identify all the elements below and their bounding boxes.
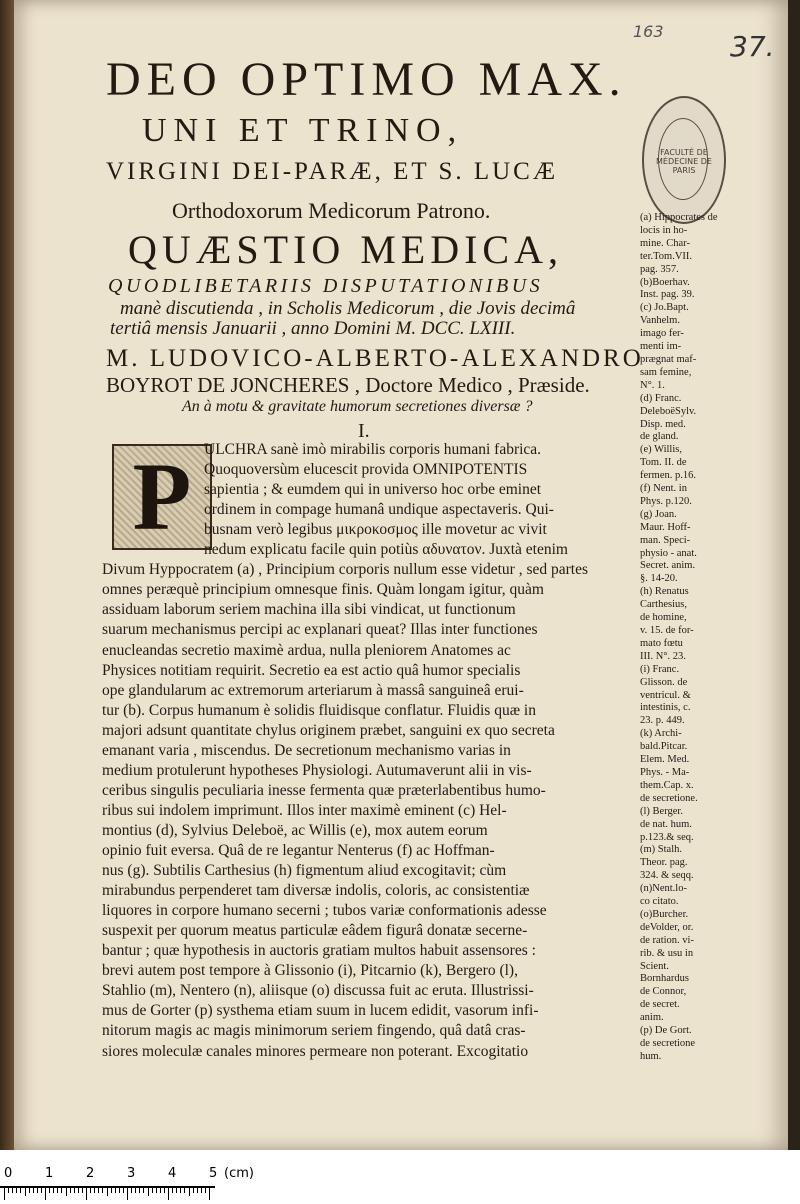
marginal-note-line: 23. p. 449. [640, 715, 685, 727]
body-line: omnes peræquè principium omnesque finis. Quàm longam igitur, quàm [102, 581, 544, 599]
marginal-note-line: de secretione [640, 1038, 696, 1049]
ruler-tick [168, 1188, 169, 1200]
marginal-note-line: §. 14-20. [640, 573, 678, 585]
marginal-note-line: rib. & usu in [640, 947, 694, 959]
title-line-3: VIRGINI DEI-PARÆ, ET S. LUCÆ [106, 158, 559, 185]
marginal-note-line: ventricul. & [640, 689, 691, 701]
ruler-tick [205, 1188, 206, 1193]
marginal-note-line: (a) Hippocrates de [640, 212, 718, 223]
ruler-tick [131, 1188, 132, 1193]
ruler-tick [70, 1188, 71, 1193]
marginal-note-line: imago fer- [640, 328, 684, 340]
body-line: ceribus singulis peculiaria inesse fermenta quæ præterlabentibus humo- [102, 781, 546, 799]
body-line: ribus sui indolem imprimunt. Illos inter maximè eminent (c) Hel- [102, 801, 507, 819]
marginal-note-line: (b)Boerhav. [640, 276, 690, 288]
body-line: suarum mechanismus percipi ac explanari queat? Illas inter functiones [102, 621, 538, 639]
decorated-initial [112, 444, 212, 550]
ruler-tick [90, 1188, 91, 1193]
ruler-tick [74, 1188, 75, 1193]
ruler-tick [82, 1188, 83, 1193]
ruler-tick [164, 1188, 165, 1193]
praeses-name: M. LUDOVICO-ALBERTO-ALEXANDRO [106, 345, 644, 372]
title-line-7: manè discutienda , in Scholis Medicorum , die Jovis decimâ [120, 298, 576, 319]
ruler-label: 4 [168, 1166, 177, 1181]
ruler-tick [115, 1188, 116, 1193]
marginal-note-line: (o)Burcher. [640, 908, 689, 920]
marginal-note-line: Inst. pag. 39. [640, 289, 695, 301]
marginal-note-line: prægnat maf- [640, 353, 697, 365]
marginal-note-line: locis in ho- [640, 224, 688, 236]
ruler-tick [8, 1188, 9, 1193]
ruler-tick [16, 1188, 17, 1193]
quaestio-heading: QUÆSTIO MEDICA, [128, 227, 563, 272]
body-line: majori adsunt quantitate chylus originem præbet, sanguini ex quo secreta [102, 721, 555, 739]
praeses-title: BOYROT DE JONCHERES , Doctore Medico , Præside. [106, 373, 590, 397]
body-line: busnam verò legibus μικροκοσμος ille movetur ac vivit [204, 521, 547, 539]
body-line: Stahlio (m), Nentero (n), aliisque (o) discussa fuit ac eruta. Illustrissi- [102, 982, 534, 1000]
ruler-tick [148, 1188, 149, 1196]
body-line: opinio fuit eversa. Quâ de re legantur Nenterus (f) ac Hoffman- [102, 842, 495, 859]
ruler-tick [53, 1188, 54, 1193]
ruler-tick [107, 1188, 108, 1196]
section-number: I. [358, 420, 370, 442]
ruler-tick [111, 1188, 112, 1193]
body-line: emanant varia , miscendus. De secretionum mechanismo varias in [102, 741, 511, 759]
body-line: assiduam laborum seriem machina illa sibi vindicat, ut functionum [102, 601, 516, 619]
marginal-note-line: (p) De Gort. [640, 1025, 692, 1037]
ruler-tick [94, 1188, 95, 1193]
body-line: nedum explicatu facile quin potiùs αδυνατον. Juxtà etenim [204, 541, 568, 559]
marginal-note-line: p.123.& seq. [640, 831, 694, 843]
scale-ruler [0, 1150, 800, 1204]
marginal-note-line: intestinis, c. [640, 702, 691, 714]
ruler-tick [160, 1188, 161, 1193]
marginal-note-line: Scient. [640, 960, 669, 972]
marginal-note-line: deVolder, or. [640, 921, 694, 933]
marginal-note-line: (k) Archi- [640, 728, 682, 740]
ruler-tick [41, 1188, 42, 1193]
marginal-note-line: Carthesius, [640, 599, 687, 611]
body-line: Physices notitiam requirit. Secretio ea est actio quâ humor specialis [102, 661, 521, 679]
marginal-note-line: de Connor, [640, 986, 687, 998]
page-edge [788, 0, 800, 1150]
marginal-note-line: fermen. p.16. [640, 470, 696, 482]
ruler-tick [180, 1188, 181, 1193]
ruler-tick [86, 1188, 87, 1200]
ruler-tick [172, 1188, 173, 1193]
body-line: Divum Hyppocratem (a) , Principium corporis nullum esse videtur , sed partes [102, 561, 588, 579]
ruler-tick [4, 1188, 5, 1200]
marginal-note-line: them.Cap. x. [640, 779, 694, 791]
body-line: Quoquoversùm elucescit provida OMNIPOTENTIS [204, 461, 528, 479]
library-stamp [642, 96, 726, 224]
ruler-tick [209, 1188, 210, 1200]
body-line: medium protulerunt hypotheses Physiologi. Autumaverunt alii in vis- [102, 761, 532, 779]
ruler-tick [127, 1188, 128, 1200]
marginal-note-line: bald.Pitcar. [640, 741, 688, 753]
marginal-note-line: Vanhelm. [640, 315, 680, 327]
marginal-note-line: (n)Nent.lo- [640, 883, 687, 895]
ruler-tick [102, 1188, 103, 1193]
marginal-note-line: Maur. Hoff- [640, 521, 691, 533]
marginal-note-line: ter.Tom.VII. [640, 250, 693, 262]
ruler-tick [78, 1188, 79, 1193]
marginal-note-line: Theor. pag. [640, 857, 688, 869]
ruler-tick [12, 1188, 13, 1193]
marginal-note-line: (c) Jo.Bapt. [640, 302, 689, 314]
ruler-tick [189, 1188, 190, 1196]
body-line: ULCHRA sanè imò mirabilis corporis humani fabrica. [204, 441, 542, 458]
marginal-note-line: de gland. [640, 431, 679, 443]
marginal-note-line: Disp. med. [640, 418, 686, 430]
marginal-note-line: (d) Franc. [640, 392, 682, 404]
ruler-tick [57, 1188, 58, 1193]
marginal-note-line: anim. [640, 1012, 664, 1024]
ruler-label: 1 [45, 1166, 54, 1181]
ruler-tick [123, 1188, 124, 1193]
ruler-tick [61, 1188, 62, 1193]
handwritten-folio: 163 [633, 22, 664, 41]
marginal-note-line: man. Speci- [640, 534, 691, 546]
body-line: nus (g). Subtilis Carthesius (h) figmentum aliud excogitavit; cùm [102, 862, 507, 880]
title-line-6: QUODLIBETARIIS DISPUTATIONIBUS [108, 275, 544, 297]
body-line: liquores in corpore humano secerni ; tubos variæ conformationis adesse [102, 902, 547, 920]
body-line: montius (d), Sylvius Deleboë, ac Willis (e), mox autem eorum [102, 821, 488, 839]
marginal-note-line: mine. Char- [640, 237, 690, 249]
marginal-note-line: N°. 1. [640, 379, 665, 391]
ruler-label: 5 [209, 1166, 218, 1181]
ruler-tick [49, 1188, 50, 1193]
marginal-note-line: mato fœtu [640, 637, 683, 649]
ruler-tick [66, 1188, 67, 1196]
body-line: enucleandas secretio maximè ardua, nulla pleniorem Anatomes ac [102, 641, 511, 659]
marginal-note-line: (m) Stalh. [640, 844, 682, 856]
marginal-note-line: v. 15. de for- [640, 625, 694, 636]
body-line: nitorum magis ac magis minimorum seriem fingendo, quâ datâ cras- [102, 1022, 526, 1040]
marginal-note-line: Elem. Med. [640, 754, 690, 766]
body-line: siores moleculæ canales minores permeare non poterant. Excogitatio [102, 1042, 529, 1060]
marginal-note-line: physio - anat. [640, 547, 697, 559]
marginal-note-line: de ration. vi- [640, 934, 694, 946]
body-line: sapientia ; & eumdem qui in universo hoc orbe eminet [204, 481, 542, 499]
ruler-label: 0 [4, 1166, 13, 1181]
ruler-label: 2 [86, 1166, 95, 1181]
marginal-note-line: Phys. - Ma- [640, 766, 690, 778]
ruler-tick [156, 1188, 157, 1193]
title-line-4: Orthodoxorum Medicorum Patrono. [172, 198, 491, 223]
ruler-tick [98, 1188, 99, 1193]
marginal-note-line: DeleboëSylv. [640, 405, 697, 417]
ruler-tick [20, 1188, 21, 1193]
ruler-tick [135, 1188, 136, 1193]
ruler-tick [143, 1188, 144, 1193]
ruler-tick [25, 1188, 26, 1196]
initial-letter: P [132, 443, 192, 550]
handwritten-number: 37. [730, 30, 775, 63]
marginal-note-line: III. N°. 23. [640, 650, 686, 662]
ruler-tick [33, 1188, 34, 1193]
title-line-1: DEO OPTIMO MAX. [106, 53, 627, 106]
marginal-note-line: de secret. [640, 999, 680, 1011]
marginal-note-line: 324. & seqq. [640, 870, 694, 882]
marginal-note-line: de secretione. [640, 792, 698, 804]
marginal-note-line: hum. [640, 1050, 662, 1062]
marginal-note-line: (g) Joan. [640, 508, 677, 520]
ruler-tick [176, 1188, 177, 1193]
body-line: mirabundus perpenderet tam diversæ indolis, coloris, ac consistentiæ [102, 882, 530, 900]
ruler-tick [201, 1188, 202, 1193]
marginal-note-line: co citato. [640, 896, 679, 908]
marginal-note-line: Bornhardus [640, 973, 689, 985]
ruler-tick [184, 1188, 185, 1193]
marginal-note-line: menti im- [640, 341, 682, 353]
book-spine [0, 0, 14, 1150]
ruler-tick [37, 1188, 38, 1193]
ruler-tick [197, 1188, 198, 1193]
marginal-note-line: pag. 357. [640, 263, 679, 275]
ruler-label: 3 [127, 1166, 136, 1181]
marginal-note-line: Phys. p.120. [640, 495, 692, 507]
marginal-note-line: (l) Berger. [640, 805, 683, 817]
marginal-note-line: sam femine, [640, 366, 692, 378]
marginal-note-line: de nat. hum. [640, 818, 692, 830]
question-line: An à motu & gravitate humorum secretiones diversæ ? [182, 398, 533, 415]
body-line: bantur ; quæ hypothesis in auctoris gratiam multos habuit assensores : [102, 942, 536, 960]
marginal-notes [640, 212, 720, 1064]
body-line: brevi autem post tempore à Glissonio (i), Pitcarnio (k), Bergero (l), [102, 962, 518, 980]
marginal-note-line: (e) Willis, [640, 444, 682, 456]
ruler-tick [45, 1188, 46, 1200]
body-line: suspexit per quorum meatus particulæ eâdem figurâ donatæ secerne- [102, 922, 528, 940]
ruler-tick [152, 1188, 153, 1193]
body-line: ordinem in compage humanâ undique aspectaveris. Qui- [204, 501, 554, 519]
marginal-note-line: (f) Nent. in [640, 483, 687, 495]
marginal-note-line: Secret. anim. [640, 560, 696, 572]
ruler-unit: (cm) [224, 1166, 254, 1181]
ruler-tick [193, 1188, 194, 1193]
marginal-note-line: de homine, [640, 612, 687, 624]
stamp-text: FACULTÉ DE MÉDECINE DE PARIS [656, 148, 712, 175]
ruler-tick [119, 1188, 120, 1193]
marginal-note-line: (i) Franc. [640, 663, 680, 675]
title-line-2: UNI ET TRINO, [142, 112, 464, 149]
body-line: tur (b). Corpus humanum è solidis fluidisque conflatur. Fluidis quæ in [102, 701, 536, 719]
ruler-tick [139, 1188, 140, 1193]
marginal-note-line: Tom. II. de [640, 457, 687, 469]
body-line: mus de Gorter (p) systhema etiam suum in lucem edidit, vasorum infi- [102, 1002, 539, 1020]
book-page [14, 0, 788, 1150]
title-line-8: tertiâ mensis Januarii , anno Domini M. DCC. LXIII. [110, 318, 516, 339]
body-line: ope glandularum ac extremorum arteriarum à massâ sanguineâ erui- [102, 681, 524, 699]
marginal-note-line: Glisson. de [640, 676, 688, 688]
ruler-tick [29, 1188, 30, 1193]
marginal-note-line: (h) Renatus [640, 586, 689, 598]
